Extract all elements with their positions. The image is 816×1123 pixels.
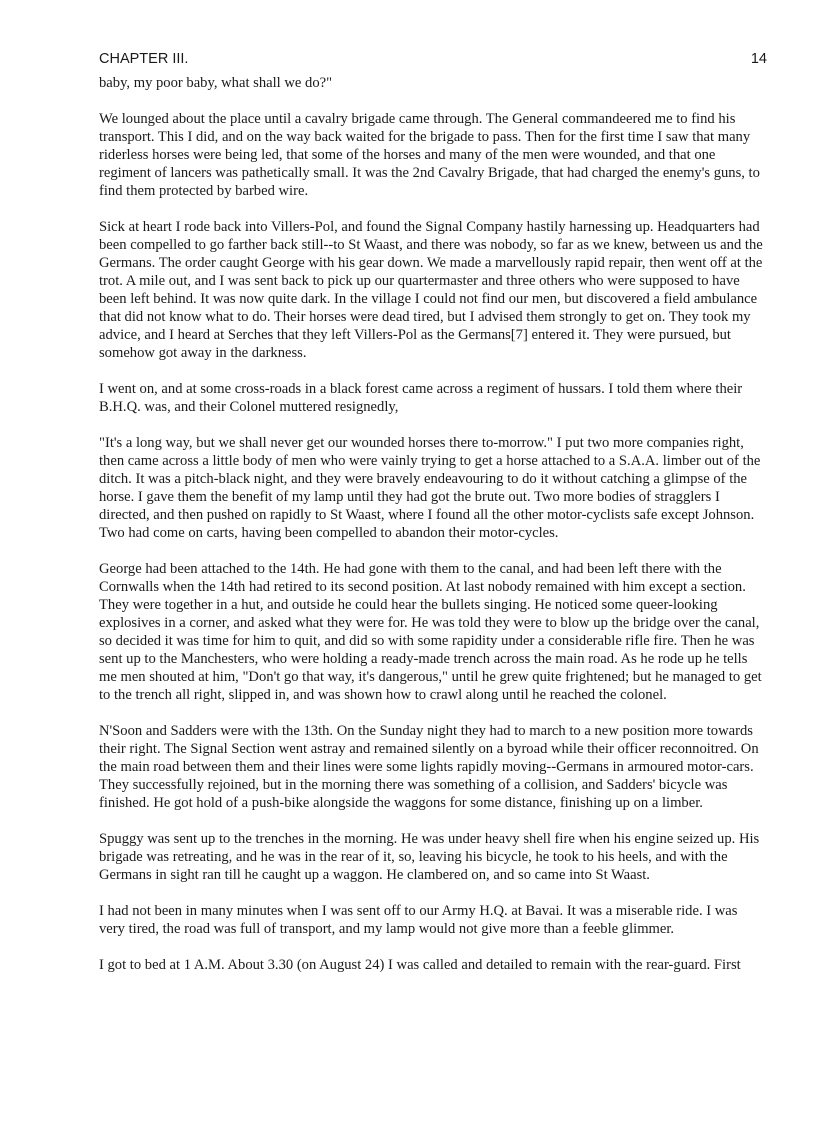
page-number: 14 bbox=[750, 51, 767, 67]
paragraph: N'Soon and Sadders were with the 13th. On the Sunday night they had to march to a new position more towards their right. The Signal Section went astray and remained silently on a byroad while their officer reconnoitred. On the main road between them and their lines were some lights rapidly moving--Germans in armoured motor-cars. They successfully rejoined, but in the morning there was something of a collision, and Sadders' bicycle was finished. He got hold of a push-bike alongside the waggons for some distance, finishing up on a limber. bbox=[99, 723, 759, 811]
page-body bbox=[99, 74, 767, 974]
paragraph: baby, my poor baby, what shall we do?" bbox=[99, 75, 333, 91]
paragraph: George had been attached to the 14th. He had gone with them to the canal, and had been left there with the Cornwalls when the 14th had retired to its second position. At last nobody remained with him except a section. They were together in a hut, and outside he could hear the bullets singing. He noticed some queer-looking explosives in a corner, and asked what they were for. He was told they were to blow up the bridge over the canal, so decided it was time for him to quit, and did so with some rapidity under a considerable rifle fire. Then he was sent up to the Manchesters, who were holding a ready-made trench across the main road. As he rode up he tells me men shouted at him, "Don't go that way, it's dangerous," until he grew quite frightened; but he managed to get to the trench all right, slipped in, and was shown how to crawl along until he reached the colonel. bbox=[99, 561, 762, 703]
paragraph: I went on, and at some cross-roads in a black forest came across a regiment of hussars. I told them where their B.H.Q. was, and their Colonel muttered resignedly, bbox=[99, 381, 743, 415]
paragraph: I had not been in many minutes when I was sent off to our Army H.Q. at Bavai. It was a miserable ride. I was very tired, the road was full of transport, and my lamp would not give more than a feeble glimmer. bbox=[99, 903, 738, 937]
paragraph: Spuggy was sent up to the trenches in the morning. He was under heavy shell fire when his engine seized up. His brigade was retreating, and he was in the rear of it, so, leaving his bicycle, he took to his heels, and with the Germans in sight ran till he caught up a waggon. He clambered on, and so came into St Waast. bbox=[99, 831, 760, 883]
book-page bbox=[99, 50, 767, 1110]
paragraph: Sick at heart I rode back into Villers-Pol, and found the Signal Company hastily harnessing up. Headquarters had been compelled to go farther back still--to St Waast, and there was nobody, so far as we knew, between us and the Germans. The order caught George with his gear down. We made a marvellously rapid repair, then went off at the trot. A mile out, and I was sent back to pick up our quartermaster and three others who were supposed to have been left behind. It was now quite dark. In the village I could not find our men, but discovered a field ambulance that did not know what to do. Their horses were dead tired, but I advised them strongly to get on. They took my advice, and I heard at Serches that they left Villers-Pol as the Germans[7] entered it. They were pursued, but somehow got away in the darkness. bbox=[99, 219, 763, 361]
paragraph: I got to bed at 1 A.M. About 3.30 (on August 24) I was called and detailed to remain with the rear-guard. First bbox=[99, 957, 741, 973]
chapter-title: CHAPTER III. bbox=[99, 51, 189, 67]
paragraph: We lounged about the place until a cavalry brigade came through. The General commandeered me to find his transport. This I did, and on the way back waited for the brigade to pass. Then for the first time I saw that many riderless horses were being led, that some of the horses and many of the men were wounded, and that one regiment of lancers was pathetically small. It was the 2nd Cavalry Brigade, that had charged the enemy's guns, to find them protected by barbed wire. bbox=[99, 111, 760, 199]
running-header bbox=[99, 50, 767, 68]
paragraph: "It's a long way, but we shall never get our wounded horses there to-morrow." I put two more companies right, then came across a little body of men who were vainly trying to get a horse attached to a S.A.A. limber out of the ditch. It was a pitch-black night, and they were bravely endeavouring to do it without catching a glimpse of the horse. I gave them the benefit of my lamp until they had got the brute out. Two more bodies of stragglers I directed, and then pushed on rapidly to St Waast, where I found all the other motor-cyclists safe except Johnson. Two had come on carts, having been compelled to abandon their motor-cycles. bbox=[99, 435, 761, 541]
